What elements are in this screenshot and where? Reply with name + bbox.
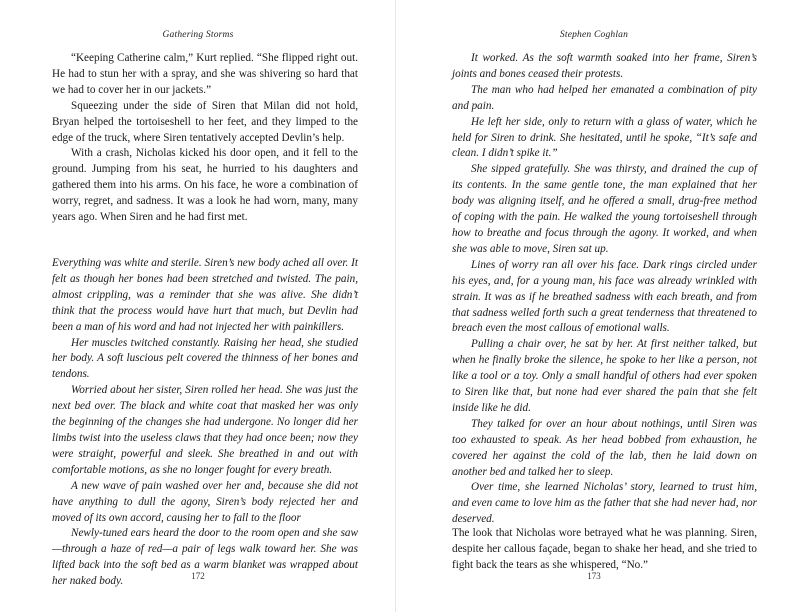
right-flashback-block <box>452 51 757 528</box>
left-italic-paragraph-1: Everything was white and sterile. Siren’s new body ached all over. It felt as though her bones had been stretched and twisted. The pain, almost crippling, was a reminder that she was alive. She didn’t think that the process would have hurt that much, but Devlin had been a man of his word and had not injected her with painkillers. <box>52 257 358 333</box>
left-roman-block <box>52 51 358 226</box>
left-roman-paragraph-3: With a crash, Nicholas kicked his door open, and it fell to the ground. Jumping from his seat, he hurried to his daughters and gathered them into his arms. On his face, he wore a combination of worry, regret, and sadness. It was a look he had worn, many, many years ago. When Siren and he had first met. <box>52 147 358 224</box>
right-italic-paragraph-8: Over time, she learned Nicholas’ story, learned to trust him, and even came to love him as the father that she had never had, nor deserved. <box>452 481 757 526</box>
right-italic-paragraph-2: The man who had helped her emanated a combination of pity and pain. <box>452 83 757 112</box>
left-page-number: 172 <box>191 571 205 581</box>
left-italic-paragraph-5: Newly-tuned ears heard the door to the room open and she saw—through a haze of red—a pair of legs walk toward her. She was lifted back into the soft bed as a warm blanket was wrapped about her naked body. <box>52 527 358 588</box>
right-italic-paragraph-5: Lines of worry ran all over his face. Dark rings circled under his eyes, and, for a young man, his face was already wrinkled with strain. It was as if he breathed sadness with each breath, and from that sadness welled forth such a great tenderness that threatened to breach even the most callous of emotional walls. <box>452 258 757 335</box>
left-running-head: Gathering Storms <box>162 30 234 40</box>
left-italic-paragraph-2: Her muscles twitched constantly. Raising her head, she studied her body. A soft luscious pelt covered the thinness of her bones and tendons. <box>52 336 358 381</box>
right-roman-block <box>452 526 757 574</box>
right-running-head: Stephen Coghlan <box>559 30 629 40</box>
right-italic-paragraph-1: It worked. As the soft warmth soaked into her frame, Siren’s joints and bones ceased their protests. <box>452 52 757 80</box>
right-italic-paragraph-3: He left her side, only to return with a glass of water, which he held for Siren to drink. She hesitated, until he spoke, “It’s safe and clean. I didn’t spike it.” <box>452 115 757 160</box>
left-roman-paragraph-2: Squeezing under the side of Siren that Milan did not hold, Bryan helped the tortoiseshell to her feet, and they limped to the edge of the truck, where Siren tentatively accepted Devlin’s help. <box>52 99 358 144</box>
left-italic-paragraph-4: A new wave of pain washed over her and, because she did not have anything to dull the agony, Siren’s body rejected her and moved of its own accord, causing her to fall to the floor <box>52 479 358 524</box>
right-italic-paragraph-6: Pulling a chair over, he sat by her. At first neither talked, but when he finally broke the silence, he spoke to her like a person, not like a tool or a toy. Only a small handful of others had ever spoken to Siren like that, but none had ever shared the pain that she felt inside like he did. <box>452 338 757 414</box>
right-page-number: 173 <box>587 571 601 581</box>
right-italic-paragraph-4: She sipped gratefully. She was thirsty, and drained the cup of its contents. In the same gentle tone, the man explained that her body was aligning itself, and he offered a small, drug-free method of coping with the pain. He walked the young tortoiseshell through how to breathe and focus through the agony. It worked, and when she was able to move, Siren sat up. <box>452 163 757 255</box>
right-italic-paragraph-7: They talked for over an hour about nothings, until Siren was too exhausted to speak. As her head bobbed from exhaustion, he covered her against the cold of the lab, then he laid down on another bed and talked her to sleep. <box>452 417 757 478</box>
left-italic-paragraph-3: Worried about her sister, Siren rolled her head. She was just the next bed over. The black and white coat that masked her was only the beginning of the changes she had undergone. No longer did her limbs twist into the useless claws that they had once been; now they were straight, powerful and sleek. She breathed in and out with comfortable motions, as she no longer fought for every breath. <box>52 384 358 476</box>
left-flashback-block <box>52 256 358 590</box>
right-roman-paragraph-1: The look that Nicholas wore betrayed what he was planning. Siren, despite her callous façade, began to shake her head, and she tried to fight back the tears as she whispered, “No.” <box>452 527 757 571</box>
left-roman-paragraph-1: “Keeping Catherine calm,” Kurt replied. “She flipped right out. He had to stun her with a spray, and she was shivering so hard that we had to cover her in our jackets.” <box>52 52 358 96</box>
right-page <box>396 0 792 612</box>
